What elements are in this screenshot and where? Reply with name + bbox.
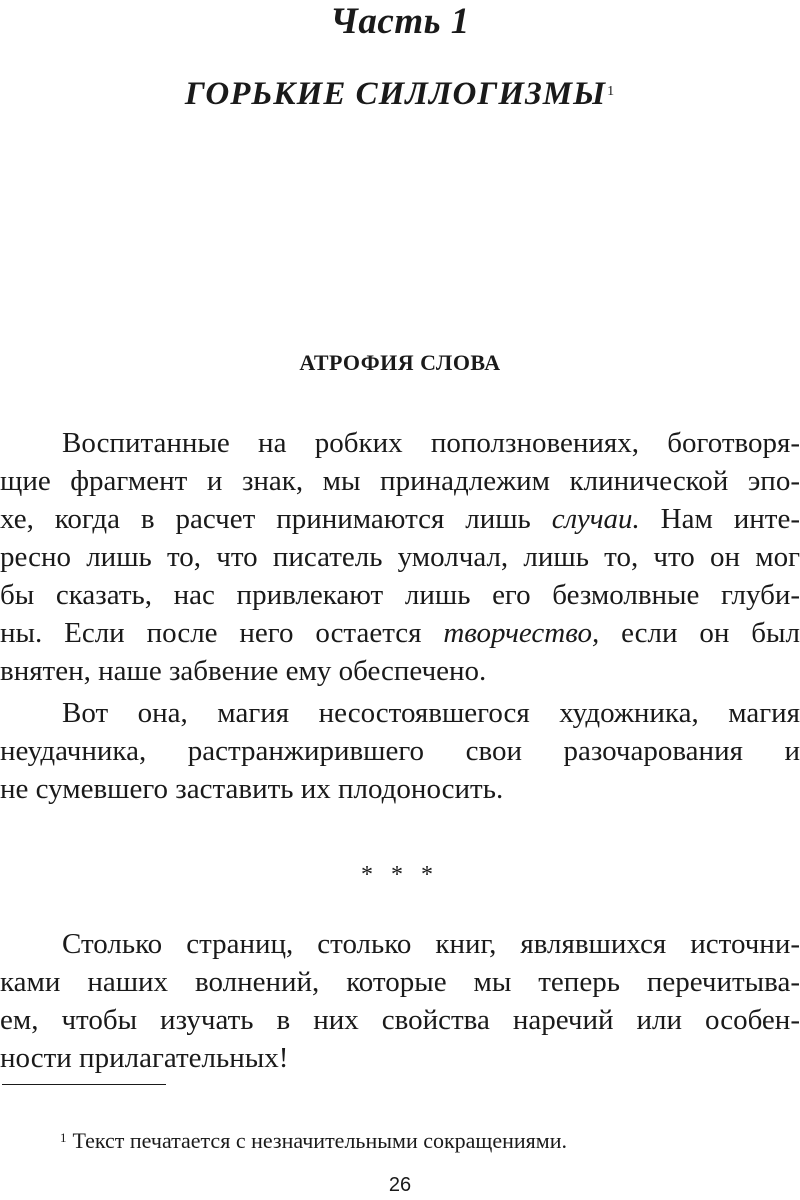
footnote-marker: 1 bbox=[60, 1130, 67, 1145]
page-number: 26 bbox=[388, 1174, 412, 1196]
text-line: Вот она, магия несостоявшегося художника, магия bbox=[62, 697, 800, 729]
footnote bbox=[60, 1128, 780, 1154]
text-line: ны. Если после него остается творчество, если он был bbox=[0, 617, 800, 649]
chapter-title-text: ГОРЬКИЕ СИЛЛОГИЗМЫ bbox=[184, 76, 607, 112]
text-line: ками наших волнений, которые мы теперь перечитыва- bbox=[0, 966, 800, 998]
text-line: Воспитанные на робких поползновениях, боготворя- bbox=[62, 427, 800, 459]
footnote-divider bbox=[2, 1084, 166, 1085]
part-title: Часть 1 bbox=[330, 1, 470, 42]
text-line: неудачника, растранжирившего свои разочарования и bbox=[0, 735, 800, 767]
text-line: щие фрагмент и знак, мы принадлежим клинической эпо- bbox=[0, 465, 800, 497]
section-separator: * * * bbox=[361, 862, 439, 888]
text-line: ности прилагательных! bbox=[0, 1042, 289, 1074]
text-line: Столько страниц, столько книг, являвшихся источни- bbox=[62, 928, 800, 960]
chapter-title bbox=[0, 76, 800, 113]
text-line: хе, когда в расчет принимаются лишь случаи. Нам инте- bbox=[0, 503, 800, 535]
emphasis-text: случаи. bbox=[551, 503, 640, 535]
emphasis-text: творчество, bbox=[443, 617, 600, 649]
section-title: АТРОФИЯ СЛОВА bbox=[299, 350, 501, 375]
text-line: бы сказать, нас привлекают лишь его безмолвные глуби- bbox=[0, 579, 800, 611]
footnote-text: Текст печатается с незначительными сокращениями. bbox=[72, 1128, 567, 1153]
text-line: ем, чтобы изучать в них свойства наречий или особен- bbox=[0, 1004, 800, 1036]
text-line: не сумевшего заставить их плодоносить. bbox=[0, 773, 504, 805]
text-line: ресно лишь то, что писатель умолчал, лишь то, что он мог bbox=[0, 541, 800, 573]
footnote-reference: 1 bbox=[607, 84, 616, 99]
text-line: внятен, наше забвение ему обеспечено. bbox=[0, 655, 487, 687]
